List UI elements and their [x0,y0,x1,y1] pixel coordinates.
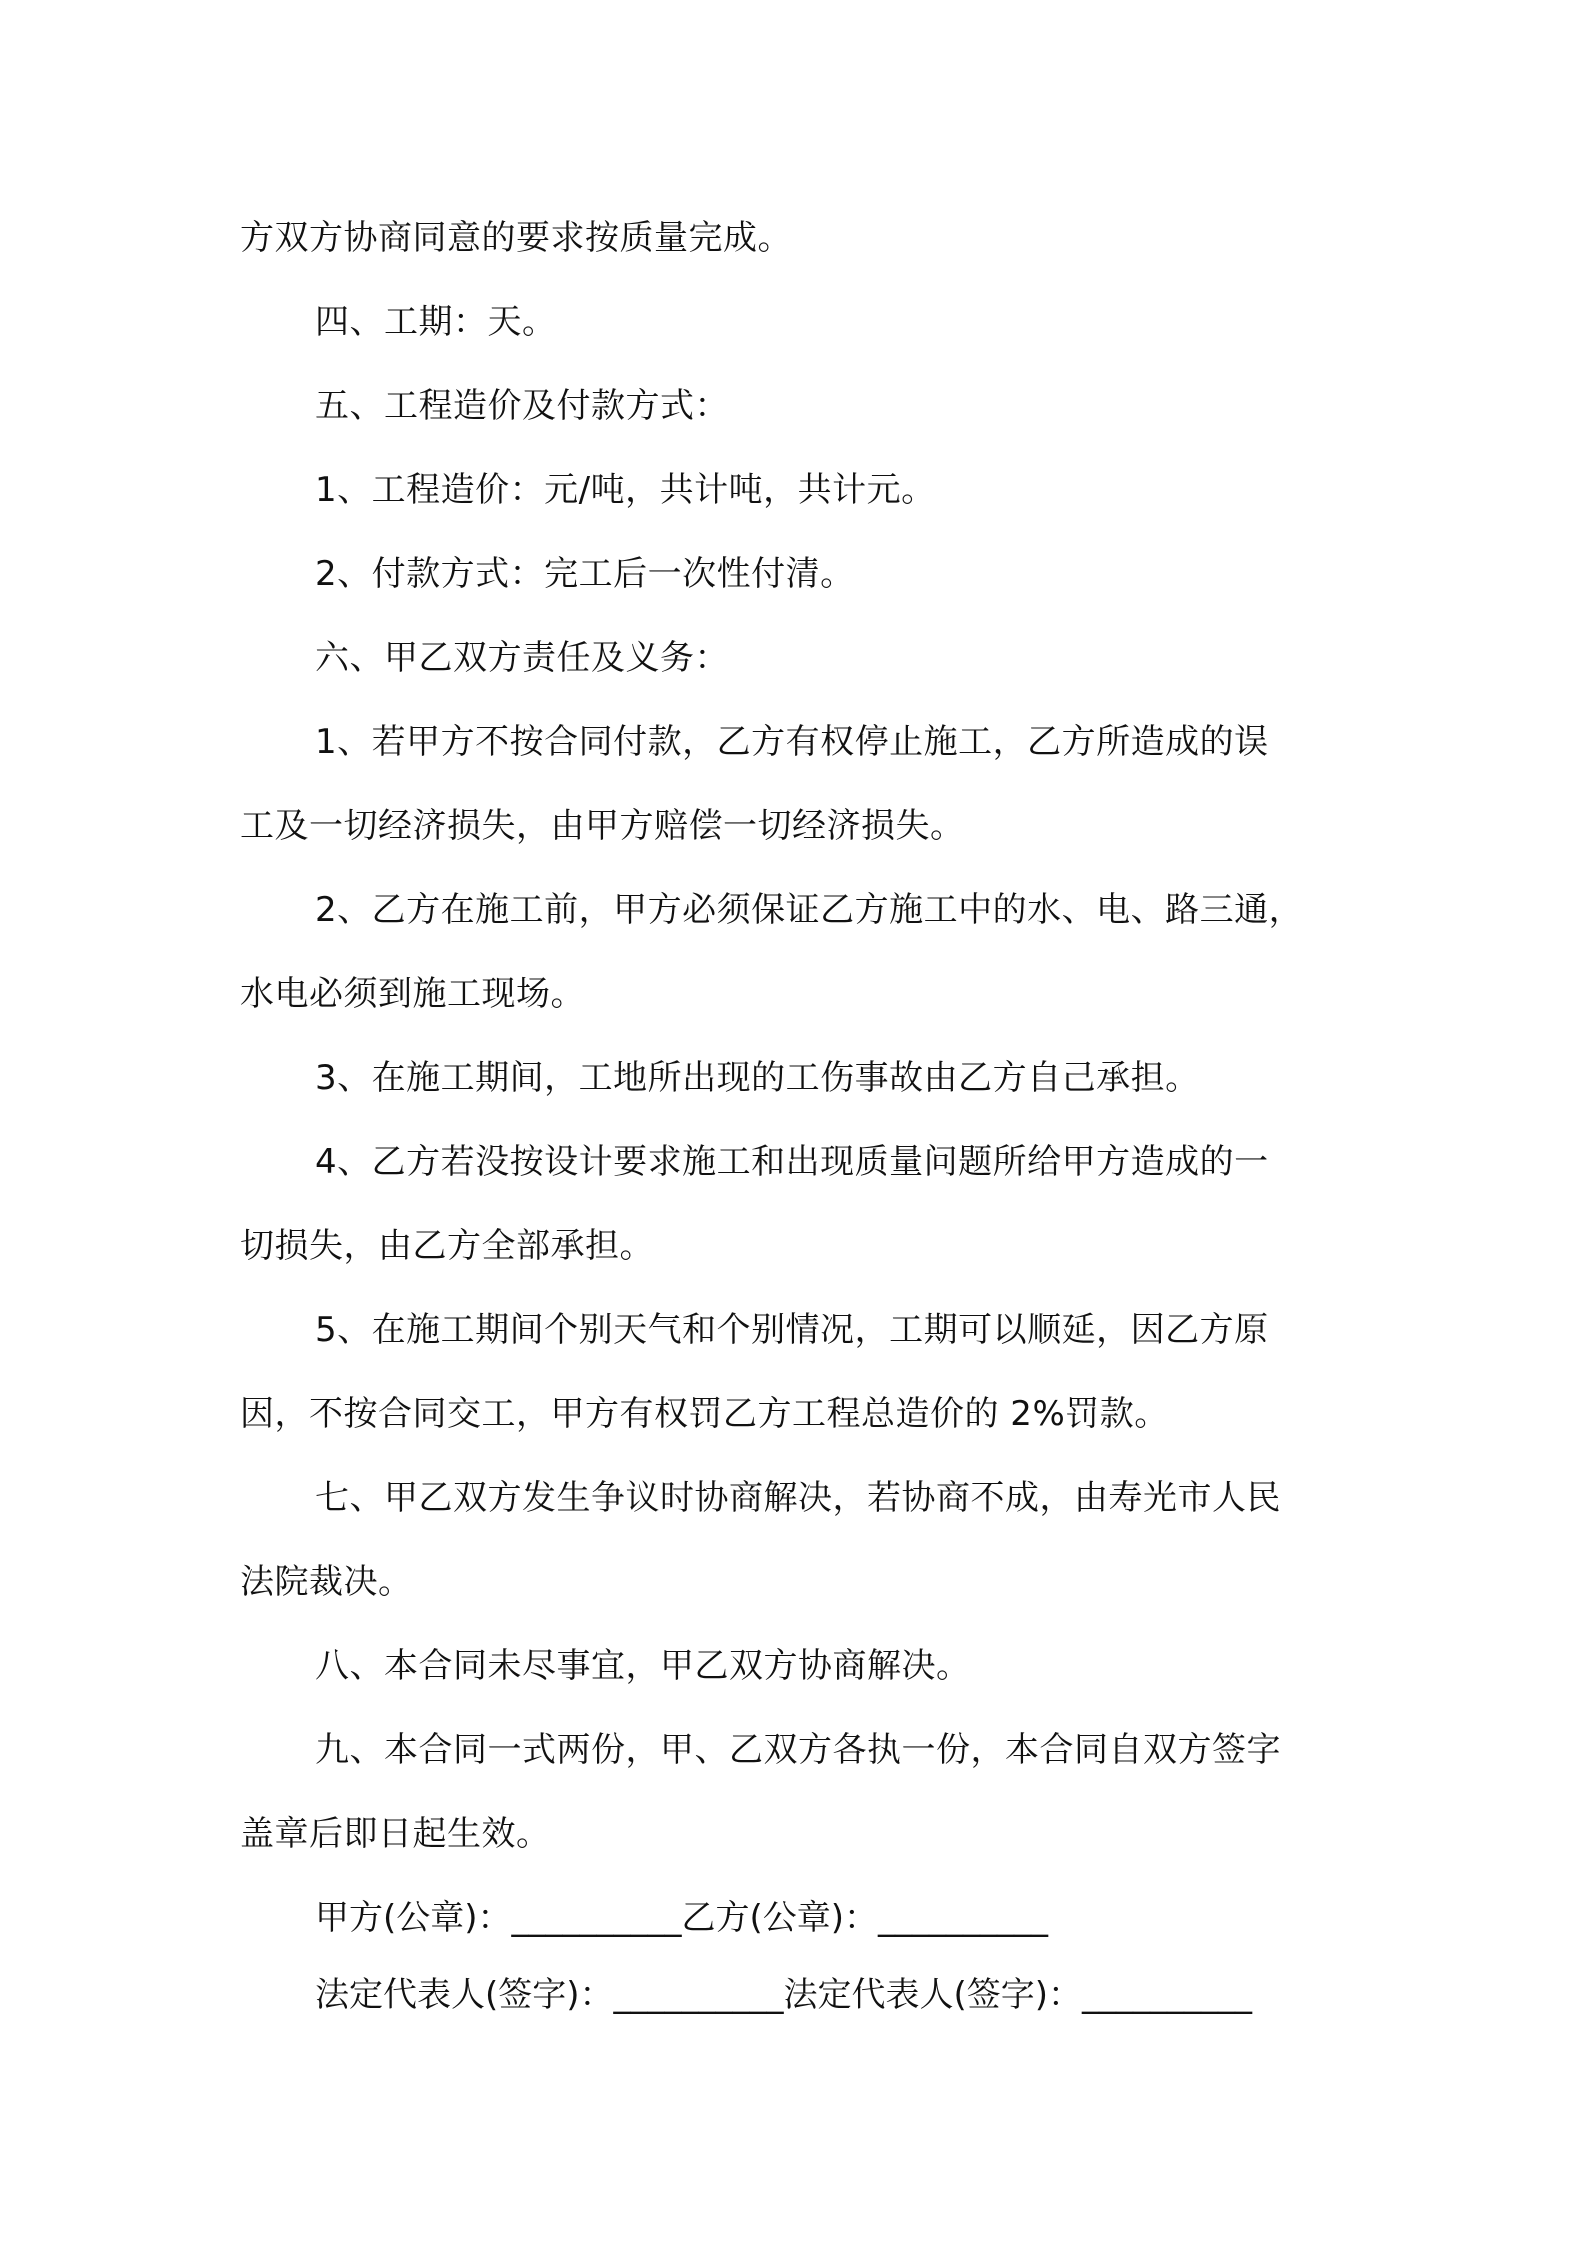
section-heading-disputes: 七、甲乙双方发生争议时协商解决，若协商不成，由寿光市人民 [315,1478,1281,1518]
paragraph-line: 2、乙方在施工前，甲方必须保证乙方施工中的水、电、路三通， [315,890,1304,930]
paragraph-line: 1、若甲方不按合同付款，乙方有权停止施工，乙方所造成的误 [315,722,1269,762]
paragraph-line: 法院裁决。 [240,1562,413,1602]
paragraph-line: 工及一切经济损失，由甲方赔偿一切经济损失。 [240,806,965,846]
paragraph-line: 因，不按合同交工，甲方有权罚乙方工程总造价的 2%罚款。 [240,1394,1169,1434]
section-heading-price-payment: 五、工程造价及付款方式： [315,386,729,426]
paragraph-line: 4、乙方若没按设计要求施工和出现质量问题所给甲方造成的一 [315,1142,1269,1182]
signature-block [240,1880,1350,2034]
paragraph-line: 水电必须到施工现场。 [240,974,585,1014]
section-heading-duration: 四、工期：天。 [315,302,557,342]
paragraph-line: 1、工程造价：元/吨，共计吨，共计元。 [315,470,936,510]
contract-body [240,196,1350,2034]
seal-line: 甲方(公章)：__________乙方(公章)：__________ [315,1898,1049,1938]
paragraph-line: 3、在施工期间，工地所出现的工伤事故由乙方自己承担。 [315,1058,1200,1098]
paragraph-line: 切损失，由乙方全部承担。 [240,1226,654,1266]
paragraph-line: 5、在施工期间个别天气和个别情况，工期可以顺延，因乙方原 [315,1310,1269,1350]
paragraph-line: 2、付款方式：完工后一次性付清。 [315,554,855,594]
section-heading-responsibilities: 六、甲乙双方责任及义务： [315,638,729,678]
legal-representative-line: 法定代表人(签字)：__________法定代表人(签字)：__________ [315,1975,1253,2015]
section-heading-other-matters: 八、本合同未尽事宜，甲乙双方协商解决。 [315,1646,971,1686]
section-heading-copies: 九、本合同一式两份，甲、乙双方各执一份，本合同自双方签字 [315,1730,1281,1770]
paragraph-line: 盖章后即日起生效。 [240,1814,551,1854]
paragraph-line: 方双方协商同意的要求按质量完成。 [240,218,792,258]
